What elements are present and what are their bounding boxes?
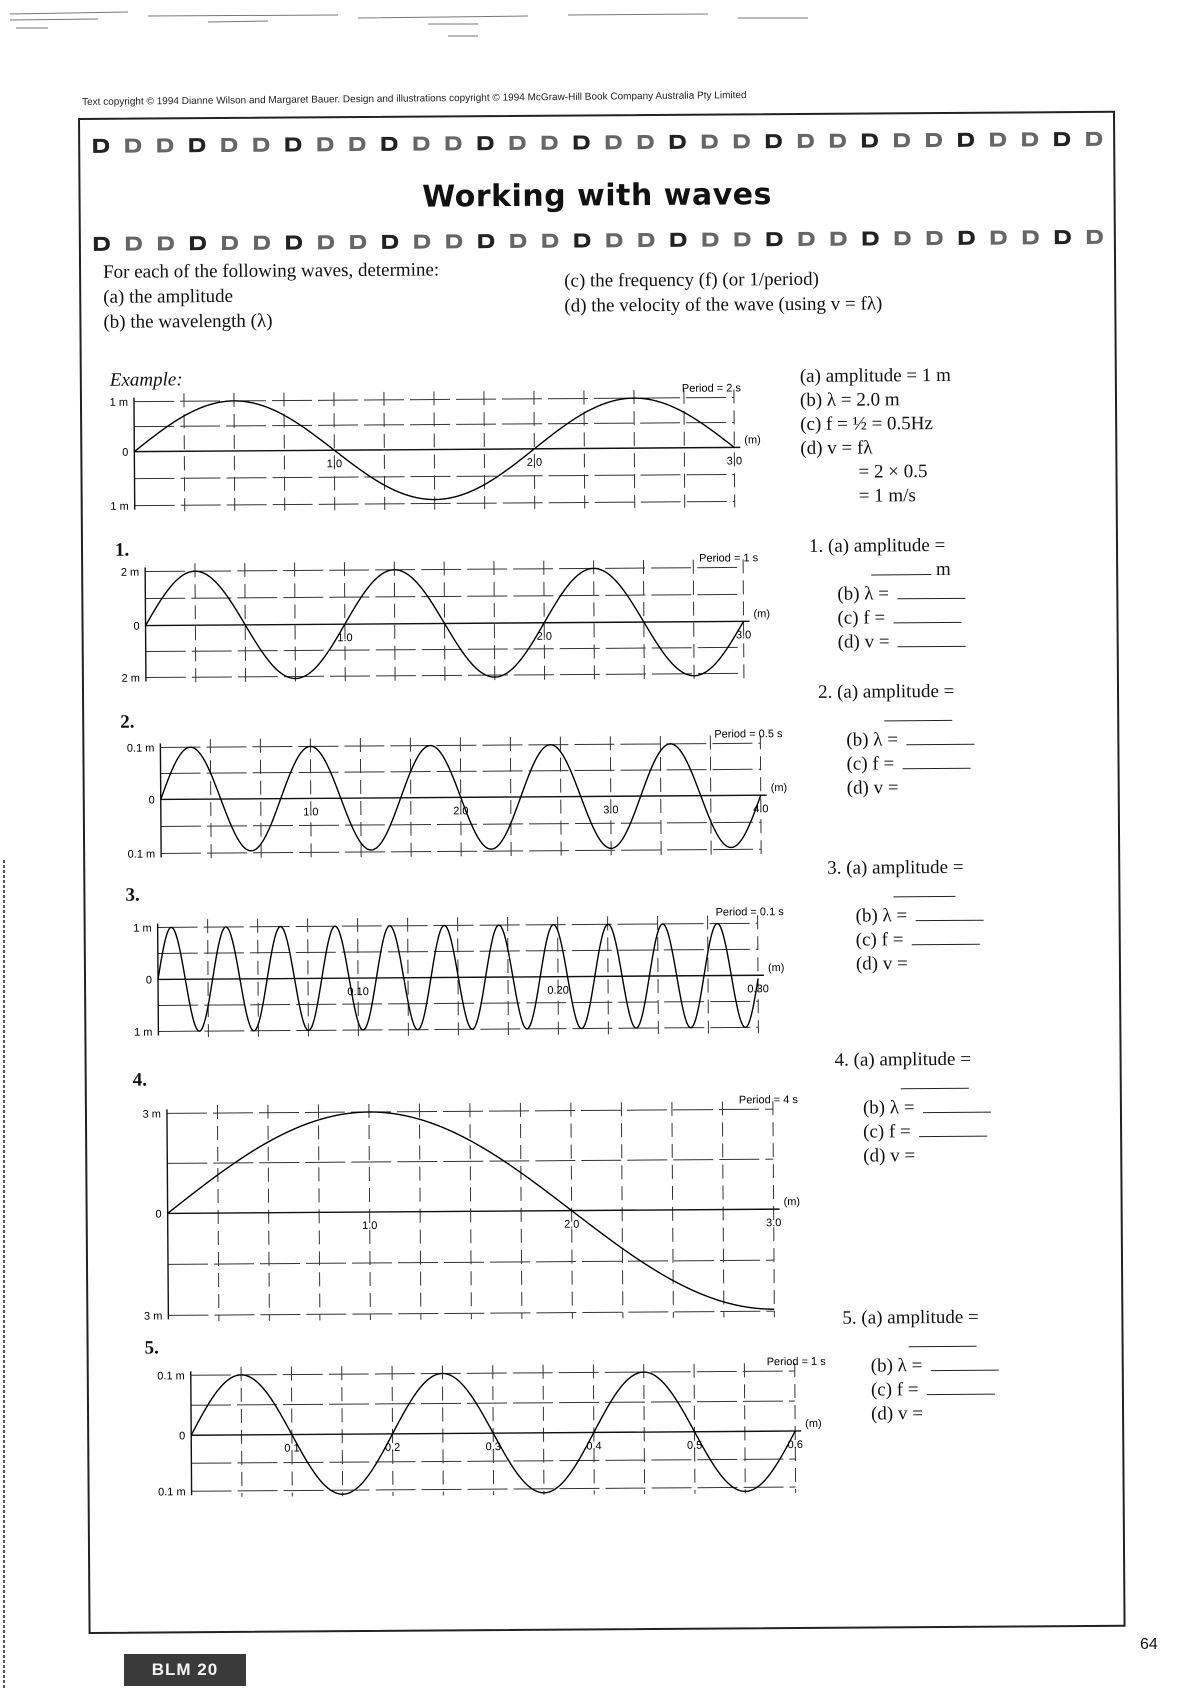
grid-vline [584, 390, 585, 508]
x-tick-label: 0.20 [547, 984, 569, 997]
answer-1-amplitude-blank[interactable] [871, 558, 931, 575]
x-unit-label: (m) [783, 1195, 801, 1209]
x-tick-label: 1.0 [326, 458, 343, 471]
y-label-zero: 0 [179, 1430, 186, 1443]
instruction-b: (b) the wavelength (λ) [103, 310, 273, 333]
answer-4-c-label: (c) f = [863, 1121, 911, 1143]
x-axis [168, 1209, 780, 1213]
y-label-zero: 0 [133, 620, 140, 633]
x-tick-label: 0.1 [284, 1442, 300, 1455]
answer-1-d-label: (d) v = [837, 631, 890, 653]
period-label: Period = 2 s [681, 382, 741, 395]
grid-vline [494, 561, 495, 681]
x-tick-label: 3.0 [603, 804, 619, 817]
answer-3-d-label: (d) v = [855, 953, 908, 975]
grid-vline [392, 1366, 393, 1496]
grid-vline [594, 560, 595, 680]
grid-vline [308, 918, 309, 1036]
answer-3-b-blank[interactable] [915, 904, 983, 921]
answer-2-c-blank[interactable] [902, 752, 970, 769]
answer-2-c-label: (c) f = [846, 753, 895, 775]
question-number-4: 4. [132, 1069, 148, 1091]
answer-4-d-label: (d) v = [863, 1145, 916, 1167]
grid-vline [643, 560, 644, 680]
answer-block-1 [809, 534, 966, 655]
grid-vline [394, 562, 395, 682]
y-label-zero: 0 [148, 794, 155, 807]
grid-vline [408, 918, 409, 1036]
grid-hline [191, 1401, 795, 1405]
answer-2-number: 2. [817, 681, 833, 703]
y-label-zero: 0 [122, 446, 129, 459]
answer-1-d-blank[interactable] [897, 630, 965, 647]
grid-vline [795, 1363, 796, 1493]
scan-noise [8, 6, 828, 40]
question-number-5: 5. [144, 1337, 159, 1359]
grid-vline [508, 917, 509, 1035]
y-axis [167, 1109, 168, 1319]
instruction-c: (c) the frequency (f) (or 1/period) [564, 268, 820, 292]
answer-block-5 [842, 1306, 998, 1427]
answer-block-3 [827, 856, 983, 977]
y-label-bottom: 0.1 m [158, 1486, 186, 1499]
x-tick-label: 0.6 [787, 1438, 803, 1452]
x-tick-label: 1.0 [337, 632, 353, 645]
answer-4-number: 4. [834, 1049, 849, 1071]
answer-5-number: 5. [842, 1307, 857, 1329]
y-label-bottom: 3 m [143, 1310, 163, 1323]
page-number: 64 [1140, 1636, 1158, 1653]
answer-5-d-label: (d) v = [870, 1403, 924, 1425]
grid-vline [758, 915, 759, 1033]
x-tick-label: 3.0 [766, 1217, 782, 1230]
grid-vline [734, 389, 735, 507]
x-tick-label: 2.0 [453, 805, 469, 818]
answer-1-c-label: (c) f = [837, 607, 886, 629]
grid-vline [493, 1365, 494, 1495]
example-answer-d3: = 1 m/s [858, 485, 916, 507]
answer-block-4 [835, 1048, 991, 1169]
answer-5-b-label: (b) λ = [870, 1355, 923, 1377]
grid-vline [544, 561, 545, 681]
answer-1-number: 1. [808, 535, 824, 557]
y-label-bottom: 2 m [121, 672, 140, 685]
period-label: Period = 1 s [699, 552, 759, 565]
grid-vline [684, 390, 685, 508]
answer-3-b-label: (b) λ = [855, 905, 908, 927]
grid-vline [342, 1366, 343, 1496]
y-label-top: 0.1 m [126, 742, 155, 755]
x-tick-label: 1.0 [303, 806, 319, 819]
grid-vline [295, 562, 296, 682]
x-tick-label: 0.4 [586, 1440, 602, 1453]
grid-vline [284, 393, 285, 511]
y-label-bottom: 1 m [110, 500, 129, 513]
answer-5-c-blank[interactable] [926, 1378, 994, 1395]
question-number-3: 3. [125, 884, 140, 906]
copyright-notice: Text copyright © 1994 Dianne Wilson and Margaret Bauer. Design and illustrations copyright © 1994 McGraw-Hill Book Company Australia Pty Limited [82, 90, 747, 108]
answer-4-amplitude-label: (a) amplitude = [853, 1048, 971, 1071]
y-label-top: 1 m [109, 396, 129, 409]
period-label: Period = 1 s [766, 1355, 826, 1369]
answer-5-amplitude-label: (a) amplitude = [861, 1306, 979, 1329]
answer-block-2 [818, 680, 974, 801]
x-tick-label: 3.0 [735, 629, 752, 642]
example-label: Example: [109, 369, 183, 391]
answer-2-d-label: (d) v = [846, 777, 899, 799]
y-label-bottom: 0.1 m [127, 848, 156, 861]
x-tick-label: 2.0 [526, 456, 543, 469]
x-unit-label: (m) [770, 782, 788, 795]
grid-vline [543, 1365, 544, 1495]
answer-5-c-label: (c) f = [870, 1379, 919, 1401]
answer-1-amplitude-label: (a) amplitude = [827, 534, 946, 557]
grid-vline [708, 916, 709, 1034]
answer-1-b-blank[interactable] [897, 582, 965, 599]
grid-vline [195, 563, 196, 683]
x-tick-label: 0.5 [686, 1439, 703, 1452]
answer-2-amplitude-label: (a) amplitude = [836, 680, 955, 703]
plot-q5 [157, 1356, 827, 1499]
scan-edge [0, 860, 10, 1690]
answer-4-b-blank[interactable] [922, 1096, 990, 1113]
answer-2-b-label: (b) λ = [846, 729, 899, 751]
x-axis [146, 621, 750, 625]
period-label: Period = 0.5 s [714, 728, 783, 741]
x-tick-label: 0.10 [347, 985, 369, 999]
y-label-top: 0.1 m [157, 1370, 185, 1383]
y-label-top: 2 m [120, 566, 140, 579]
answer-5-amplitude-blank[interactable] [908, 1330, 976, 1347]
answer-3-c-label: (c) f = [855, 929, 904, 951]
x-tick-label: 2.0 [564, 1218, 580, 1231]
instruction-a: (a) the amplitude [103, 285, 234, 308]
plot-q3 [133, 906, 785, 1039]
answer-5-b-blank[interactable] [930, 1354, 998, 1371]
blm-label: BLM 20 [124, 1654, 246, 1686]
x-axis [134, 447, 740, 451]
y-axis [160, 743, 161, 857]
y-label-top: 1 m [133, 922, 152, 935]
grid-vline [444, 561, 445, 681]
x-tick-label: 0.30 [747, 983, 769, 996]
answer-4-amplitude-blank[interactable] [901, 1072, 969, 1089]
x-tick-label: 0.2 [384, 1441, 401, 1454]
plot-example [110, 382, 762, 513]
answer-2-b-blank[interactable] [906, 728, 974, 745]
instruction-intro: For each of the following waves, determine: [103, 259, 440, 283]
grid-vline [245, 563, 246, 683]
x-unit-label: (m) [753, 608, 771, 621]
page-title: Working with waves [422, 177, 773, 215]
example-answer-c: (c) f = ½ = 0.5Hz [800, 413, 933, 435]
grid-vline [634, 390, 635, 508]
y-axis [134, 398, 135, 510]
grid-vline [608, 916, 609, 1034]
example-answer-a: (a) amplitude = 1 m [799, 364, 951, 387]
y-label-top: 3 m [142, 1108, 162, 1121]
grid-vline [258, 919, 259, 1037]
x-unit-label: (m) [805, 1417, 822, 1430]
grid-vline [184, 393, 185, 511]
grid-vline [384, 392, 385, 510]
grid-hline [192, 1487, 796, 1491]
grid-vline [344, 562, 345, 682]
x-tick-label: 1.0 [362, 1219, 378, 1233]
x-tick-label: 2.0 [536, 630, 552, 643]
x-tick-label: 3.0 [726, 455, 743, 468]
answer-4-c-blank[interactable] [919, 1120, 987, 1137]
answer-4-b-label: (b) λ = [862, 1097, 915, 1119]
plot-q4 [143, 1094, 801, 1323]
plot-q1 [121, 552, 771, 685]
answer-3-number: 3. [827, 857, 842, 879]
example-answer-d2: = 2 × 0.5 [858, 461, 928, 483]
answer-3-c-blank[interactable] [911, 928, 979, 945]
grid-vline [241, 1367, 242, 1497]
x-axis [191, 1431, 801, 1435]
grid-vline [593, 1364, 594, 1494]
question-number-2: 2. [120, 711, 135, 733]
grid-vline [208, 919, 209, 1037]
period-label: Period = 0.1 s [715, 906, 784, 919]
x-unit-label: (m) [767, 962, 785, 975]
x-tick-label: 4.0 [753, 803, 769, 816]
question-number-1: 1. [114, 539, 130, 561]
grid-vline [484, 391, 485, 509]
x-axis [161, 795, 767, 799]
answer-1-b-label: (b) λ = [837, 583, 890, 605]
answer-3-amplitude-blank[interactable] [893, 880, 955, 897]
answer-2-amplitude-blank[interactable] [884, 704, 952, 721]
y-label-bottom: 1 m [134, 1026, 153, 1039]
y-label-zero: 0 [155, 1208, 162, 1221]
grid-vline [291, 1367, 292, 1497]
grid-vline [744, 1363, 745, 1493]
grid-vline [644, 1364, 645, 1494]
period-label: Period = 4 s [738, 1093, 798, 1107]
y-label-zero: 0 [145, 974, 153, 987]
grid-vline [694, 1364, 695, 1494]
x-axis [158, 975, 764, 979]
answer-1-c-blank[interactable] [893, 606, 961, 623]
grid-vline [234, 393, 235, 511]
worksheet-frame [78, 111, 1126, 1634]
instruction-d: (d) the velocity of the wave (using v = fλ) [564, 293, 883, 317]
example-answer-b: (b) λ = 2.0 m [799, 389, 900, 411]
x-tick-label: 0.3 [485, 1441, 501, 1454]
grid-hline [167, 1159, 773, 1163]
grid-vline [693, 560, 694, 680]
answer-1-unit: m [935, 558, 951, 581]
example-answers [800, 364, 952, 509]
example-answer-d: (d) v = fλ [800, 437, 873, 459]
grid-vline [743, 559, 744, 679]
answer-3-amplitude-label: (a) amplitude = [846, 856, 964, 879]
plot-q2 [127, 728, 788, 861]
x-unit-label: (m) [744, 434, 761, 447]
grid-vline [434, 392, 435, 510]
grid-vline [442, 1365, 443, 1495]
